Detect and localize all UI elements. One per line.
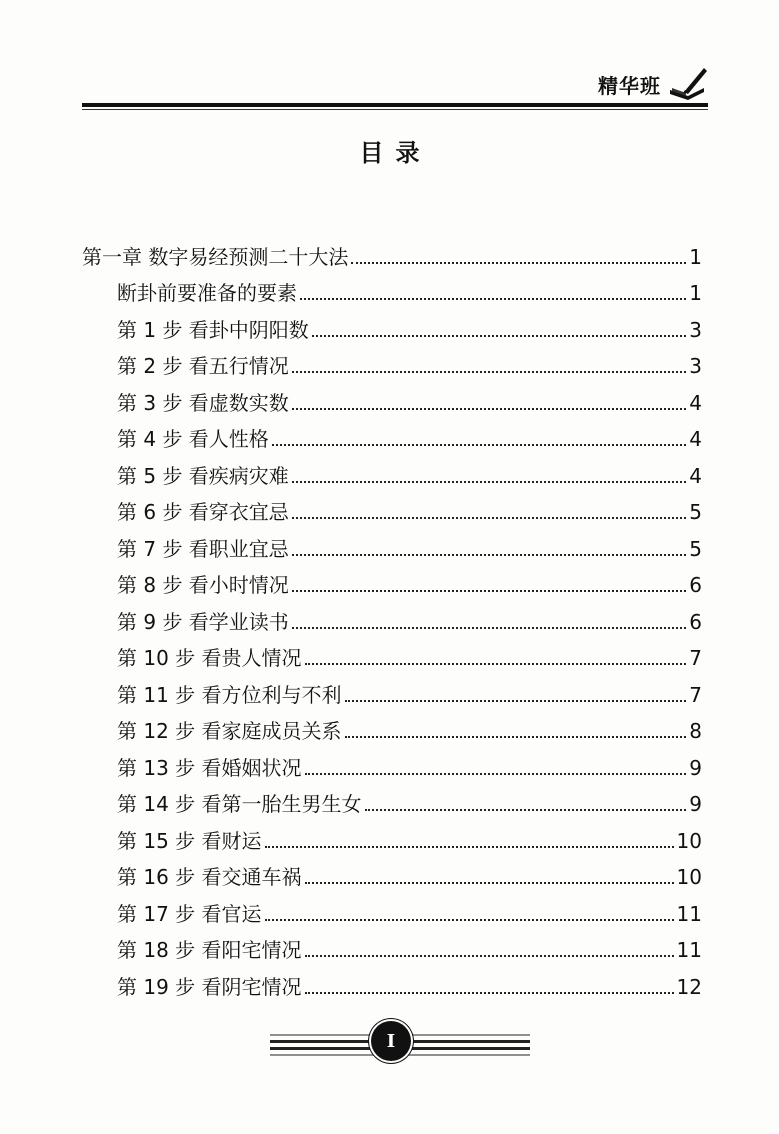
toc-entry-page: 4 (689, 427, 702, 451)
leader-dots (292, 517, 686, 519)
leader-dots (312, 335, 686, 337)
toc-entry-label: 第 8 步 看小时情况 (117, 573, 289, 597)
toc-entry-label: 第 19 步 看阴宅情况 (117, 975, 302, 999)
toc-entry-page: 4 (689, 391, 702, 415)
toc-entry-label: 第 18 步 看阳宅情况 (117, 938, 302, 962)
toc-entry-page: 1 (689, 281, 702, 305)
toc-entry-label: 断卦前要准备的要素 (117, 281, 297, 305)
toc-entry-label: 第 17 步 看官运 (117, 902, 262, 926)
leader-dots (305, 992, 674, 994)
toc-entry-page: 3 (689, 318, 702, 342)
leader-dots (305, 773, 687, 775)
toc-entry[interactable] (117, 315, 702, 345)
toc-chapter-page: 1 (689, 245, 702, 269)
toc-entry-label: 第 11 步 看方位利与不利 (117, 683, 342, 707)
page-number-badge: I (371, 1021, 411, 1061)
toc-entry-label: 第 7 步 看职业宜忌 (117, 537, 289, 561)
toc-entry[interactable] (117, 278, 702, 308)
toc-entry-label: 第 14 步 看第一胎生男生女 (117, 792, 362, 816)
toc-entry-page: 7 (689, 646, 702, 670)
toc-entry[interactable] (117, 461, 702, 491)
toc-entry-label: 第 16 步 看交通车祸 (117, 865, 302, 889)
toc-entry[interactable] (117, 351, 702, 381)
toc-entry[interactable] (117, 497, 702, 527)
toc-chapter-label: 第一章 数字易经预测二十大法 (82, 245, 349, 269)
leader-dots (265, 919, 674, 921)
toc-entry-label: 第 9 步 看学业读书 (117, 610, 289, 634)
toc-entry-page: 11 (676, 938, 702, 962)
leader-dots (305, 955, 674, 957)
toc-entry[interactable] (117, 899, 702, 929)
toc-entry-page: 6 (689, 573, 702, 597)
toc-entry-page: 10 (676, 865, 702, 889)
toc-entry-label: 第 13 步 看婚姻状况 (117, 756, 302, 780)
toc-entry[interactable] (117, 388, 702, 418)
toc-chapter-row[interactable] (82, 242, 702, 272)
toc-entry-page: 3 (689, 354, 702, 378)
leader-dots (292, 554, 686, 556)
toc-entry[interactable] (117, 862, 702, 892)
leader-dots (272, 444, 686, 446)
toc-entry-label: 第 5 步 看疾病灾难 (117, 464, 289, 488)
toc-entry[interactable] (117, 643, 702, 673)
leader-dots (292, 481, 686, 483)
page-title: 目录 (359, 139, 432, 167)
toc-entry[interactable] (117, 680, 702, 710)
pen-book-icon (666, 66, 708, 102)
header-rule-thick (82, 103, 708, 107)
leader-dots (265, 846, 674, 848)
toc-entry[interactable] (117, 534, 702, 564)
toc-entry-page: 4 (689, 464, 702, 488)
toc-entry[interactable] (117, 753, 702, 783)
toc-entry-page: 11 (676, 902, 702, 926)
toc-entry-page: 9 (689, 792, 702, 816)
toc-entry-page: 9 (689, 756, 702, 780)
toc-entry-label: 第 2 步 看五行情况 (117, 354, 289, 378)
toc-entry-page: 8 (689, 719, 702, 743)
toc-entry-page: 7 (689, 683, 702, 707)
toc-entry[interactable] (117, 716, 702, 746)
toc-entry[interactable] (117, 935, 702, 965)
toc-entry-page: 5 (689, 537, 702, 561)
toc-entry[interactable] (117, 424, 702, 454)
leader-dots (292, 408, 686, 410)
toc-entry-label: 第 3 步 看虚数实数 (117, 391, 289, 415)
leader-dots (292, 371, 686, 373)
toc-entry-page: 6 (689, 610, 702, 634)
leader-dots (292, 590, 686, 592)
toc-entry-label: 第 1 步 看卦中阴阳数 (117, 318, 309, 342)
leader-dots (300, 298, 686, 300)
leader-dots (305, 882, 674, 884)
toc-entry-label: 第 6 步 看穿衣宜忌 (117, 500, 289, 524)
header-rule-thin (82, 109, 708, 110)
series-label: 精华班 (598, 74, 661, 98)
toc-entry-page: 10 (676, 829, 702, 853)
leader-dots (351, 262, 686, 264)
toc-entry-page: 12 (676, 975, 702, 999)
toc-entry[interactable] (117, 972, 702, 1002)
toc-entry[interactable] (117, 570, 702, 600)
toc-entry[interactable] (117, 789, 702, 819)
toc-entry-label: 第 10 步 看贵人情况 (117, 646, 302, 670)
toc-entry-label: 第 12 步 看家庭成员关系 (117, 719, 342, 743)
toc-entry-page: 5 (689, 500, 702, 524)
leader-dots (345, 736, 687, 738)
toc-entry[interactable] (117, 826, 702, 856)
toc-entry-label: 第 4 步 看人性格 (117, 427, 269, 451)
toc-entry-label: 第 15 步 看财运 (117, 829, 262, 853)
leader-dots (365, 809, 687, 811)
leader-dots (345, 700, 687, 702)
toc-entry[interactable] (117, 607, 702, 637)
leader-dots (292, 627, 686, 629)
leader-dots (305, 663, 687, 665)
